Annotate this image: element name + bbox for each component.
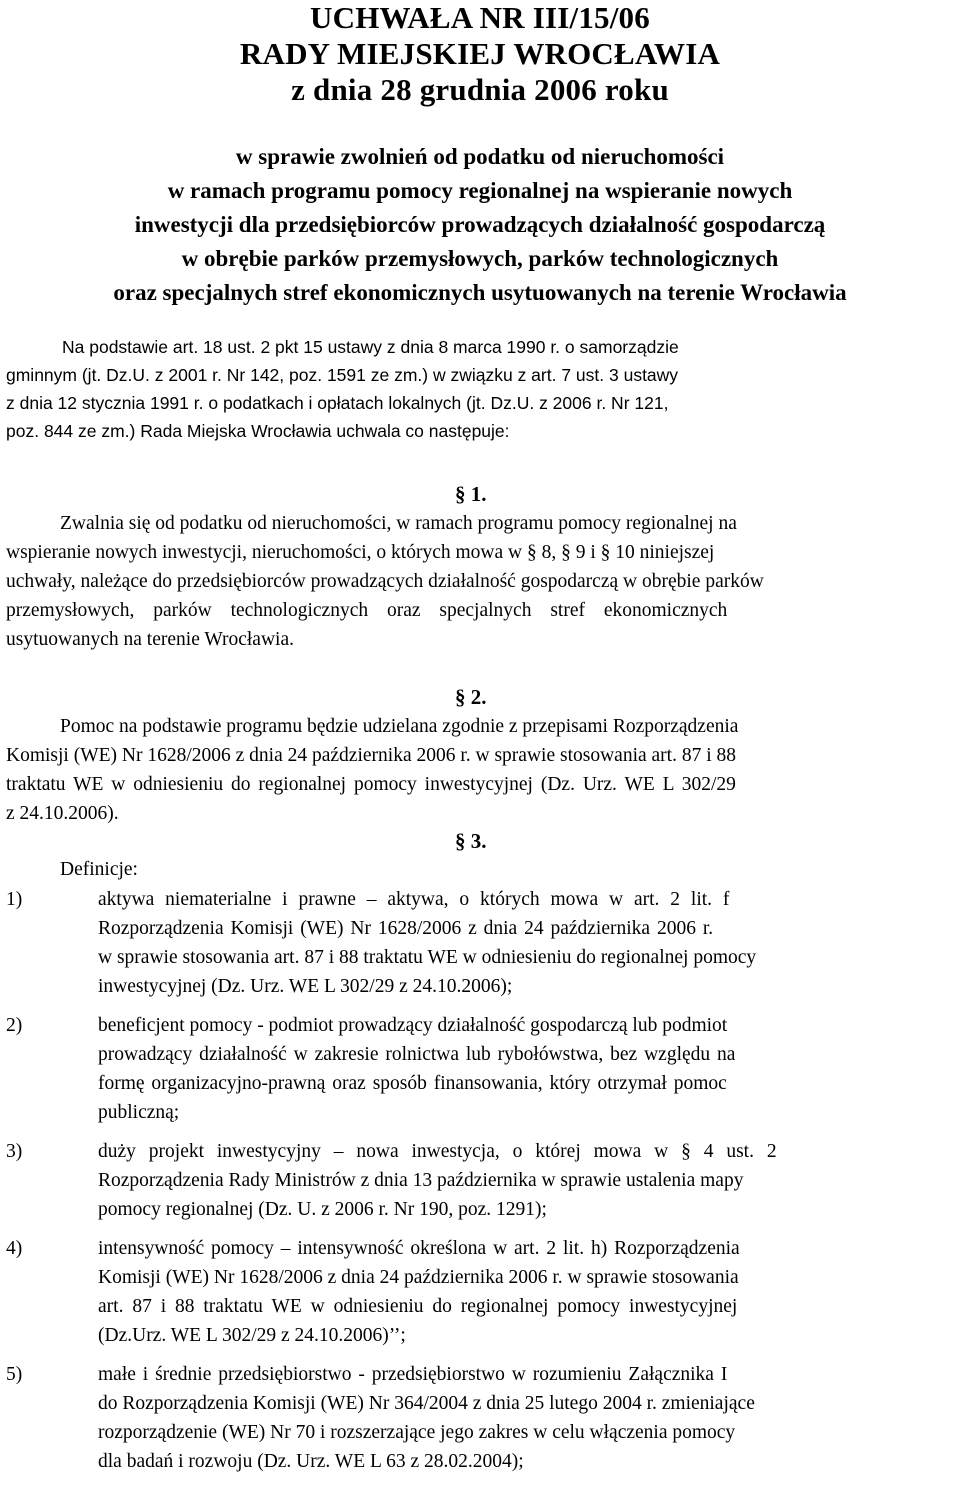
title-line: UCHWAŁA NR III/15/06: [310, 0, 650, 35]
item-line: art. 87 i 88 traktatu WE w odniesieniu do regionalnej pomocy inwestycyjnej: [98, 1296, 738, 1317]
definitions-list: [6, 885, 954, 1486]
item-line: pomocy regionalnej (Dz. U. z 2006 r. Nr 190, poz. 1291);: [98, 1199, 547, 1220]
item-line: Rozporządzenia Komisji (WE) Nr 1628/2006 z dnia 24 października 2006 r.: [98, 918, 714, 939]
subject-line: oraz specjalnych stref ekonomicznych usytuowanych na terenie Wrocławia: [113, 280, 847, 305]
item-line: inwestycyjnej (Dz. Urz. WE L 302/29 z 24.10.2006);: [98, 976, 513, 997]
item-number: 2): [6, 1015, 23, 1036]
item-number: 3): [6, 1141, 23, 1162]
item-line: prowadzący działalność w zakresie rolnictwa lub rybołówstwa, bez względu na: [98, 1044, 736, 1065]
resolution-subject: [0, 140, 960, 310]
preamble-line: poz. 844 ze zm.) Rada Miejska Wrocławia uchwala co następuje:: [6, 421, 510, 441]
item-number: 1): [6, 889, 23, 910]
item-line: dla badań i rozwoju (Dz. Urz. WE L 63 z 28.02.2004);: [98, 1451, 524, 1472]
item-line: Rozporządzenia Rady Ministrów z dnia 13 października w sprawie ustalenia mapy: [98, 1170, 744, 1191]
item-line: beneficjent pomocy - podmiot prowadzący działalność gospodarczą lub podmiot: [98, 1015, 728, 1036]
preamble-line: gminnym (jt. Dz.U. z 2001 r. Nr 142, poz. 1591 ze zm.) w związku z art. 7 ust. 3 ustawy: [6, 365, 679, 385]
section-line: Pomoc na podstawie programu będzie udzielana zgodnie z przepisami Rozporządzenia: [60, 716, 739, 737]
item-line: aktywa niematerialne i prawne – aktywa, o których mowa w art. 2 lit. f: [98, 889, 730, 910]
subject-line: inwestycji dla przedsiębiorców prowadzących działalność gospodarczą: [134, 212, 826, 237]
item-line: (Dz.Urz. WE L 302/29 z 24.10.2006)’’;: [98, 1325, 406, 1346]
item-line: publiczną;: [98, 1102, 180, 1123]
item-line: intensywność pomocy – intensywność określona w art. 2 lit. h) Rozporządzenia: [98, 1238, 740, 1259]
section-line: przemysłowych, parków technologicznych oraz specjalnych stref ekonomicznych: [6, 600, 728, 621]
item-line: rozporządzenie (WE) Nr 70 i rozszerzające jego zakres w celu włączenia pomocy: [98, 1422, 736, 1443]
resolution-title: [0, 0, 960, 108]
subject-line: w ramach programu pomocy regionalnej na wspieranie nowych: [167, 178, 793, 203]
subject-line: w obrębie parków przemysłowych, parków technologicznych: [181, 246, 779, 271]
item-number: 4): [6, 1238, 23, 1259]
section-line: uchwały, należące do przedsiębiorców prowadzących działalność gospodarczą w obrębie parków: [6, 571, 764, 592]
list-item: [6, 1137, 954, 1224]
item-line: duży projekt inwestycyjny – nowa inwestycja, o której mowa w § 4 ust. 2: [98, 1141, 777, 1162]
title-line: RADY MIEJSKIEJ WROCŁAWIA: [239, 36, 721, 71]
section-2-text: [6, 712, 954, 828]
item-line: małe i średnie przedsiębiorstwo - przedsiębiorstwo w rozumieniu Załącznika I: [98, 1364, 728, 1385]
item-line: do Rozporządzenia Komisji (WE) Nr 364/2004 z dnia 25 lutego 2004 r. zmieniające: [98, 1393, 755, 1414]
section-mark-3: § 3.: [455, 829, 487, 853]
section-line: wspieranie nowych inwestycji, nieruchomości, o których mowa w § 8, § 9 i § 10 niniejszej: [6, 542, 715, 563]
item-line: formę organizacyjno-prawną oraz sposób finansowania, który otrzymał pomoc: [98, 1073, 727, 1094]
list-item: [6, 1360, 954, 1476]
list-item: [6, 885, 954, 1001]
section-line: Komisji (WE) Nr 1628/2006 z dnia 24 października 2006 r. w sprawie stosowania art. 87 i 88: [6, 745, 737, 766]
section-line: z 24.10.2006).: [6, 803, 119, 824]
item-line: w sprawie stosowania art. 87 i 88 traktatu WE w odniesieniu do regionalnej pomocy: [98, 947, 757, 968]
section-mark-1: § 1.: [455, 482, 487, 506]
list-item: [6, 1234, 954, 1350]
section-1-text: [6, 509, 954, 654]
item-number: 5): [6, 1364, 23, 1385]
list-item: [6, 1011, 954, 1127]
section-line: usytuowanych na terenie Wrocławia.: [6, 629, 294, 650]
section-line: traktatu WE w odniesieniu do regionalnej pomocy inwestycyjnej (Dz. Urz. WE L 302/29: [6, 774, 736, 795]
definitions-label: Definicje:: [60, 859, 138, 880]
preamble-line: z dnia 12 stycznia 1991 r. o podatkach i opłatach lokalnych (jt. Dz.U. z 2006 r. Nr 121,: [6, 393, 669, 413]
section-mark-2: § 2.: [455, 685, 487, 709]
subject-line: w sprawie zwolnień od podatku od nieruchomości: [235, 144, 725, 169]
item-line: Komisji (WE) Nr 1628/2006 z dnia 24 października 2006 r. w sprawie stosowania: [98, 1267, 739, 1288]
preamble-line: Na podstawie art. 18 ust. 2 pkt 15 ustawy z dnia 8 marca 1990 r. o samorządzie: [62, 337, 679, 357]
legal-basis-preamble: [6, 333, 952, 445]
definitions-intro: [6, 855, 954, 884]
section-line: Zwalnia się od podatku od nieruchomości, w ramach programu pomocy regionalnej na: [60, 513, 737, 534]
title-line: z dnia 28 grudnia 2006 roku: [291, 72, 669, 107]
